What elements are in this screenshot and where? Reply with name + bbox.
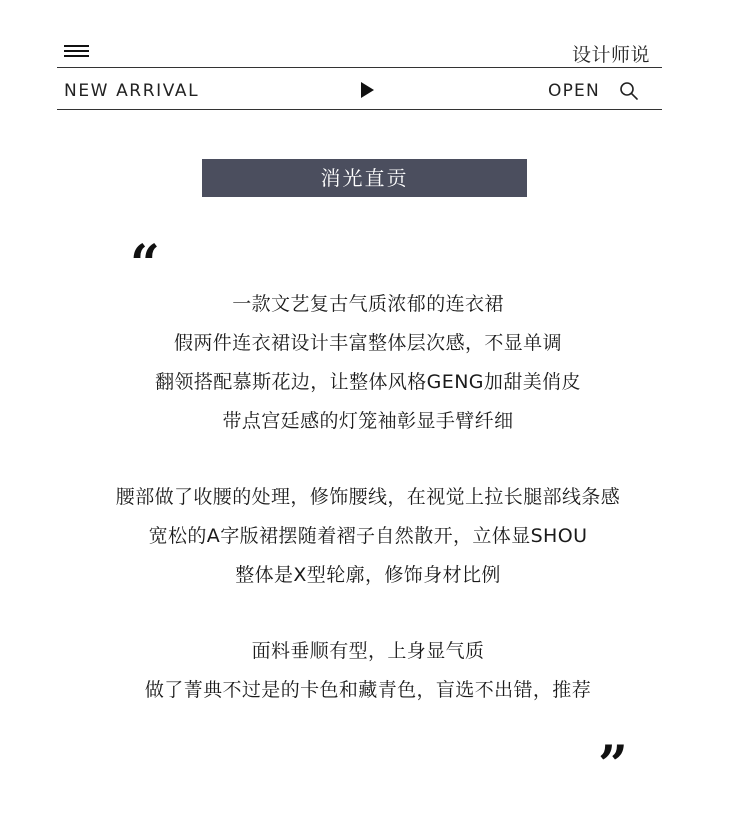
description-line: 腰部做了收腰的处理，修饰腰线，在视觉上拉长腿部线条感 xyxy=(115,486,621,508)
play-icon[interactable] xyxy=(361,82,374,98)
header-divider-bottom xyxy=(57,109,662,110)
description-line: 假两件连衣裙设计丰富整体层次感，不显单调 xyxy=(173,332,562,354)
description-paragraph xyxy=(0,478,736,595)
new-arrival-link[interactable]: NEW ARRIVAL xyxy=(64,81,200,101)
designer-notes-link[interactable]: 设计师说 xyxy=(571,44,650,66)
banner-title: 消光直贡 xyxy=(320,166,409,190)
description-line: 翻领搭配慕斯花边，让整体风格GENG加甜美俏皮 xyxy=(155,371,581,393)
open-quote-mark: “ xyxy=(130,234,160,295)
description-line: 整体是X型轮廓，修饰身材比例 xyxy=(235,564,501,586)
header-divider-top xyxy=(57,67,662,68)
hamburger-menu-icon[interactable] xyxy=(64,44,90,60)
search-icon-glyph xyxy=(619,81,639,101)
description-line: 面料垂顺有型，上身显气质 xyxy=(251,640,485,662)
section-banner xyxy=(202,159,527,197)
close-quote-mark: ” xyxy=(598,735,628,796)
menu-bar xyxy=(64,55,89,57)
description-paragraph xyxy=(0,285,736,441)
description-line: 宽松的A字版裙摆随着褶子自然散开，立体显SHOU xyxy=(148,525,588,547)
menu-bar xyxy=(64,50,89,52)
menu-bar xyxy=(64,45,89,47)
description-line: 一款文艺复古气质浓郁的连衣裙 xyxy=(232,293,504,315)
open-link[interactable]: OPEN xyxy=(548,81,600,101)
search-icon[interactable] xyxy=(619,81,639,101)
description-line: 做了菁典不过是的卡色和藏青色，盲选不出错，推荐 xyxy=(144,679,592,701)
description-line: 带点宫廷感的灯笼袖彰显手臂纤细 xyxy=(222,410,514,432)
description-paragraph xyxy=(0,632,736,710)
